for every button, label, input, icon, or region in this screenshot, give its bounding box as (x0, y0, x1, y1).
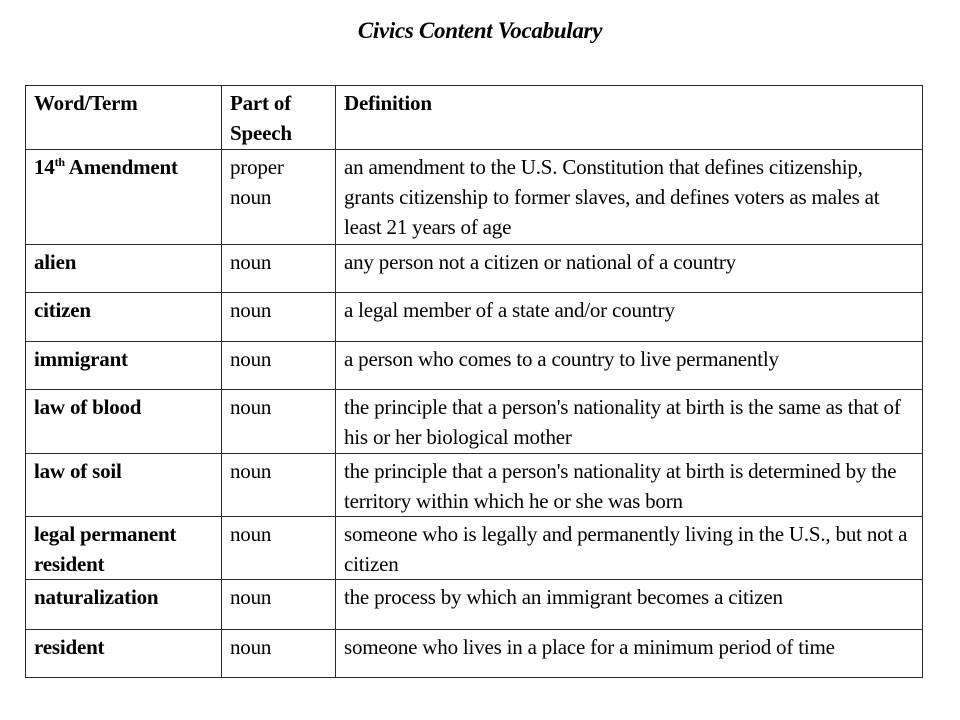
header-part-of-speech (222, 86, 336, 150)
term-cell: law of blood (26, 390, 222, 454)
table-row (26, 390, 923, 454)
definition-cell: someone who lives in a place for a minimum period of time (336, 630, 923, 678)
table-row (26, 245, 923, 293)
table-row (26, 342, 923, 390)
header-pos-line1: Part of (230, 91, 291, 115)
table-row (26, 293, 923, 342)
term-suffix: Amendment (64, 155, 178, 179)
pos-cell: noun (222, 580, 336, 630)
header-pos-line2: Speech (230, 121, 292, 145)
definition-cell: an amendment to the U.S. Constitution that defines citizenship, grants citizenship to former slaves, and defines voters as males at least 21 years of age (336, 150, 923, 245)
definition-cell: the principle that a person's nationality at birth is determined by the territory within which he or she was born (336, 454, 923, 517)
pos-cell: proper noun (222, 150, 336, 245)
table-row (26, 580, 923, 630)
definition-cell: someone who is legally and permanently living in the U.S., but not a citizen (336, 517, 923, 580)
definition-cell: a legal member of a state and/or country (336, 293, 923, 342)
pos-cell: noun (222, 517, 336, 580)
definition-cell: the process by which an immigrant becomes a citizen (336, 580, 923, 630)
table-row (26, 517, 923, 580)
pos-cell: noun (222, 454, 336, 517)
term-cell: law of soil (26, 454, 222, 517)
header-row (26, 86, 923, 150)
term-cell: naturalization (26, 580, 222, 630)
pos-cell: noun (222, 245, 336, 293)
term-cell: alien (26, 245, 222, 293)
term-cell (26, 150, 222, 245)
pos-cell: noun (222, 293, 336, 342)
definition-cell: a person who comes to a country to live permanently (336, 342, 923, 390)
pos-cell: noun (222, 630, 336, 678)
term-cell: immigrant (26, 342, 222, 390)
pos-cell: noun (222, 390, 336, 454)
header-definition: Definition (336, 86, 923, 150)
term-cell: legal permanent resident (26, 517, 222, 580)
table-row (26, 150, 923, 245)
table-row (26, 454, 923, 517)
term-cell: citizen (26, 293, 222, 342)
term-superscript: th (54, 155, 65, 169)
page-title: Civics Content Vocabulary (357, 18, 603, 43)
term-cell: resident (26, 630, 222, 678)
definition-cell: any person not a citizen or national of a country (336, 245, 923, 293)
term-prefix: 14 (34, 155, 55, 179)
definition-cell: the principle that a person's nationality at birth is the same as that of his or her biological mother (336, 390, 923, 454)
vocabulary-table (25, 85, 923, 678)
table-row (26, 630, 923, 678)
pos-cell: noun (222, 342, 336, 390)
header-term: Word/Term (26, 86, 222, 150)
